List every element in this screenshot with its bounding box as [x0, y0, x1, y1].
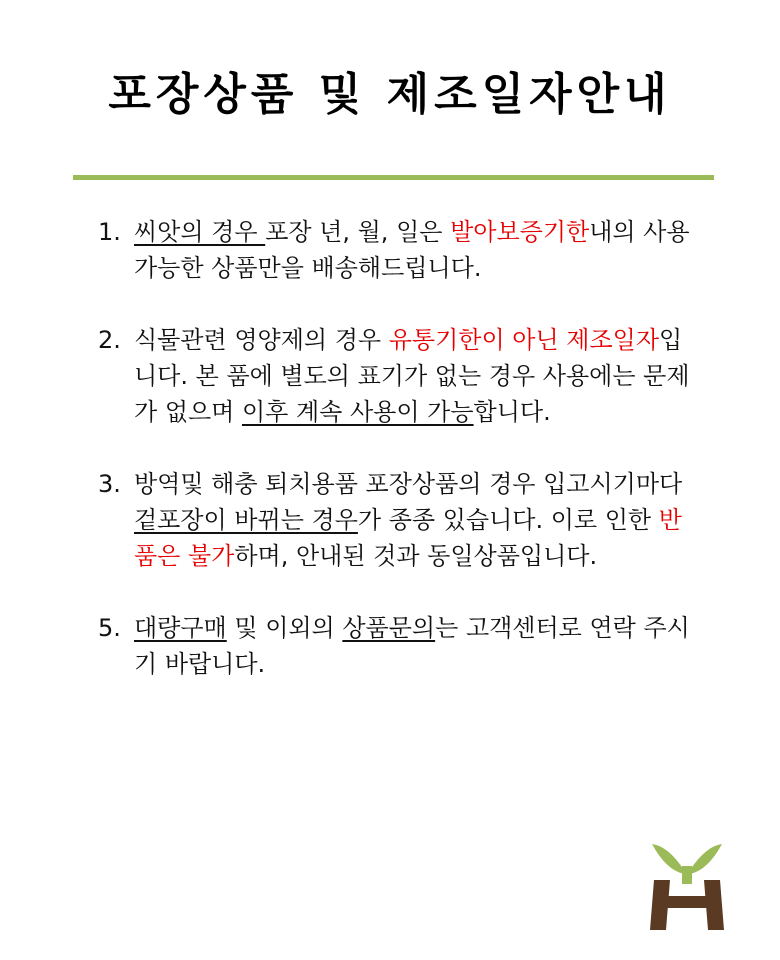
text-segment: 입니다. 본 품에 별도의 표기가 없는 경우 사용에는 문제가 없으며	[134, 326, 690, 426]
item-text	[134, 610, 698, 682]
text-segment: 방역및 해충 퇴치용품 포장상품의 경우 입고시기마다	[134, 470, 683, 498]
underlined-text: 상품문의	[342, 614, 436, 642]
notice-item	[98, 466, 698, 574]
title-divider	[73, 175, 714, 180]
page-title: 포장상품 및 제조일자안내	[108, 69, 672, 120]
item-number: 5.	[98, 614, 121, 642]
text-segment: 합니다.	[473, 398, 551, 426]
highlight-text: 반품은 불가	[134, 506, 682, 570]
notice-item	[98, 322, 698, 430]
text-segment: 및 이외의	[226, 614, 343, 642]
text-segment: 가 종종 있습니다. 이로 인한	[357, 506, 659, 534]
text-segment: 식물관련 영양제의 경우	[134, 326, 389, 354]
item-number: 3.	[98, 470, 121, 498]
highlight-text: 발아보증기한	[450, 218, 590, 246]
notice-item	[98, 214, 698, 286]
notice-list	[98, 214, 698, 718]
underlined-text: 대량구매	[134, 614, 227, 642]
underlined-text: 겉포장이 바뀌는 경우	[134, 506, 358, 534]
item-number: 2.	[98, 326, 121, 354]
text-segment: 하며, 안내된 것과 동일상품입니다.	[234, 542, 598, 570]
item-text	[134, 322, 698, 430]
item-number: 1.	[98, 218, 121, 246]
underlined-text: 이후 계속 사용이 가능	[242, 398, 474, 426]
item-text	[134, 466, 698, 574]
underlined-text: 씨앗의 경우	[134, 218, 266, 246]
notice-item	[98, 610, 698, 682]
text-segment: 포장 년, 월, 일은	[265, 218, 451, 246]
text-segment: 내의 사용 가능한 상품만을 배송해드립니다.	[134, 218, 690, 282]
item-text	[134, 214, 698, 286]
text-segment: 는 고객센터로 연락 주시기 바랍니다.	[134, 614, 690, 678]
sprout-h-logo-icon	[648, 840, 726, 932]
highlight-text: 유통기한이 아닌 제조일자	[388, 326, 660, 354]
